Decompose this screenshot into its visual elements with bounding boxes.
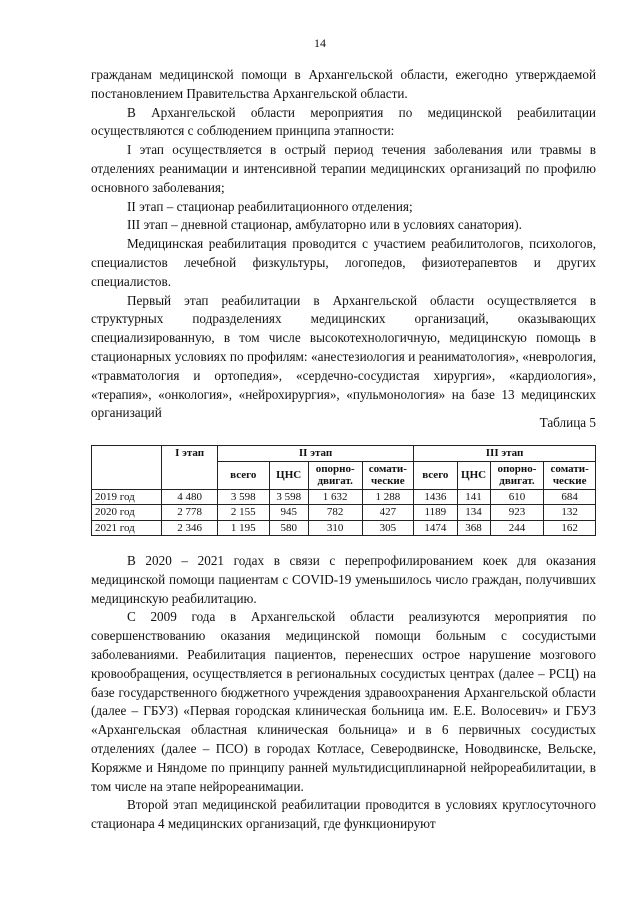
table-subheader: ЦНС bbox=[457, 461, 490, 489]
table-subheader: опорно-двигат. bbox=[490, 461, 544, 489]
table-cell: 684 bbox=[544, 489, 596, 505]
page-number: 14 bbox=[314, 36, 326, 50]
table-subheader: всего bbox=[414, 461, 457, 489]
table-cell: 782 bbox=[308, 505, 362, 521]
table-cell: 141 bbox=[457, 489, 490, 505]
paragraph: В 2020 – 2021 годах в связи с перепрофилированием коек для оказания медицинской помощи пациентам с COVID-19 уменьшилось число граждан, получивших медицинскую реабилитацию. bbox=[91, 553, 596, 606]
table-cell: 3 598 bbox=[217, 489, 269, 505]
table-cell: 1189 bbox=[414, 505, 457, 521]
paragraph: I этап осуществляется в острый период течения заболевания или травмы в отделениях реанимации и интенсивной терапии медицинских организаций по профилю основного заболевания; bbox=[91, 142, 596, 195]
table-cell: 2 155 bbox=[217, 505, 269, 521]
paragraph: С 2009 года в Архангельской области реализуются мероприятия по совершенствованию оказания медицинской помощи больным с сосудистыми заболеваниями. Реабилитация пациентов, перенесших острое нарушение мозгового кровообращения, осуществляется в региональных сосудистых центрах (далее – РСЦ) на базе государственного бюджетного учреждения здравоохранения Архангельской области (далее – ГБУЗ) «Первая городская клиническая больница им. Е.Е. Волосевич» и ГБУЗ «Архангельская областная клиническая больница» и в 6 первичных сосудистых отделениях (далее – ПСО) в городах Котласе, Северодвинске, Новодвинске, Вельске, Коряжме и Няндоме по принципу ранней мультидисциплинарной нейрореабилитации, в том числе на этапе нейрореанимации. bbox=[91, 609, 596, 794]
table-subheader: опорно-двигат. bbox=[308, 461, 362, 489]
table-cell: 580 bbox=[269, 520, 308, 536]
table-row bbox=[92, 489, 596, 505]
paragraph: В Архангельской области мероприятия по медицинской реабилитации осуществляются с соблюдением принципа этапности: bbox=[91, 104, 596, 139]
paragraph: Медицинская реабилитация проводится с участием реабилитологов, психологов, специалистов лечебной физкультуры, логопедов, физиотерапевтов и других специалистов. bbox=[91, 236, 596, 289]
table-cell: 2 346 bbox=[162, 520, 218, 536]
table-cell: 368 bbox=[457, 520, 490, 536]
table-cell: 2 778 bbox=[162, 505, 218, 521]
table-subheader: сомати-ческие bbox=[362, 461, 414, 489]
table-subheader: сомати-ческие bbox=[544, 461, 596, 489]
table-cell: 923 bbox=[490, 505, 544, 521]
table-header-empty bbox=[92, 446, 162, 490]
table-cell: 610 bbox=[490, 489, 544, 505]
paragraph: гражданам медицинской помощи в Архангельской области, ежегодно утверждаемой постановлением Правительства Архангельской области. bbox=[91, 67, 596, 101]
table-cell: 4 480 bbox=[162, 489, 218, 505]
table-cell: 1474 bbox=[414, 520, 457, 536]
table-group-header-row bbox=[92, 446, 596, 462]
paragraph: III этап – дневной стационар, амбулаторно или в условиях санатория). bbox=[127, 217, 522, 233]
paragraph: Второй этап медицинской реабилитации проводится в условиях круглосуточного стационара 4 медицинских организаций, где функционируют bbox=[91, 797, 596, 832]
table-cell: 162 bbox=[544, 520, 596, 536]
table-subheader: ЦНС bbox=[269, 461, 308, 489]
table-cell: 1 195 bbox=[217, 520, 269, 536]
paragraph: II этап – стационар реабилитационного отделения; bbox=[127, 198, 413, 214]
table-cell: 427 bbox=[362, 505, 414, 521]
table-cell: 3 598 bbox=[269, 489, 308, 505]
table-subheader: всего bbox=[217, 461, 269, 489]
table-header-stage2: II этап bbox=[217, 446, 413, 462]
text-block-top bbox=[91, 66, 596, 423]
table-cell: 305 bbox=[362, 520, 414, 536]
table-cell: 1 288 bbox=[362, 489, 414, 505]
table-cell: 134 bbox=[457, 505, 490, 521]
table-header-stage1: I этап bbox=[162, 446, 218, 490]
table-cell-year: 2020 год bbox=[92, 505, 162, 521]
table-header-stage3: III этап bbox=[414, 446, 596, 462]
table-cell: 1 632 bbox=[308, 489, 362, 505]
table-caption: Таблица 5 bbox=[539, 415, 596, 430]
table-cell: 945 bbox=[269, 505, 308, 521]
table-cell: 310 bbox=[308, 520, 362, 536]
table-row bbox=[92, 520, 596, 536]
table-row bbox=[92, 505, 596, 521]
table-cell: 132 bbox=[544, 505, 596, 521]
table-cell: 1436 bbox=[414, 489, 457, 505]
table-cell-year: 2021 год bbox=[92, 520, 162, 536]
table-cell-year: 2019 год bbox=[92, 489, 162, 505]
rehabilitation-table bbox=[91, 445, 596, 536]
table-cell: 244 bbox=[490, 520, 544, 536]
text-block-bottom bbox=[91, 552, 596, 834]
paragraph: Первый этап реабилитации в Архангельской области осуществляется в структурных подразделениях медицинских организаций, оказывающих специализированную, в том числе высокотехнологичную, медицинскую помощь в стационарных условиях по профилям: «анестезиология и реаниматология», «неврология, «травматология и ортопедия», «сердечно-сосудистая хирургия», «кардиология», «терапия», «онкология», «нейрохирургия», «пульмонология» на базе 13 медицинских организаций bbox=[91, 292, 596, 421]
